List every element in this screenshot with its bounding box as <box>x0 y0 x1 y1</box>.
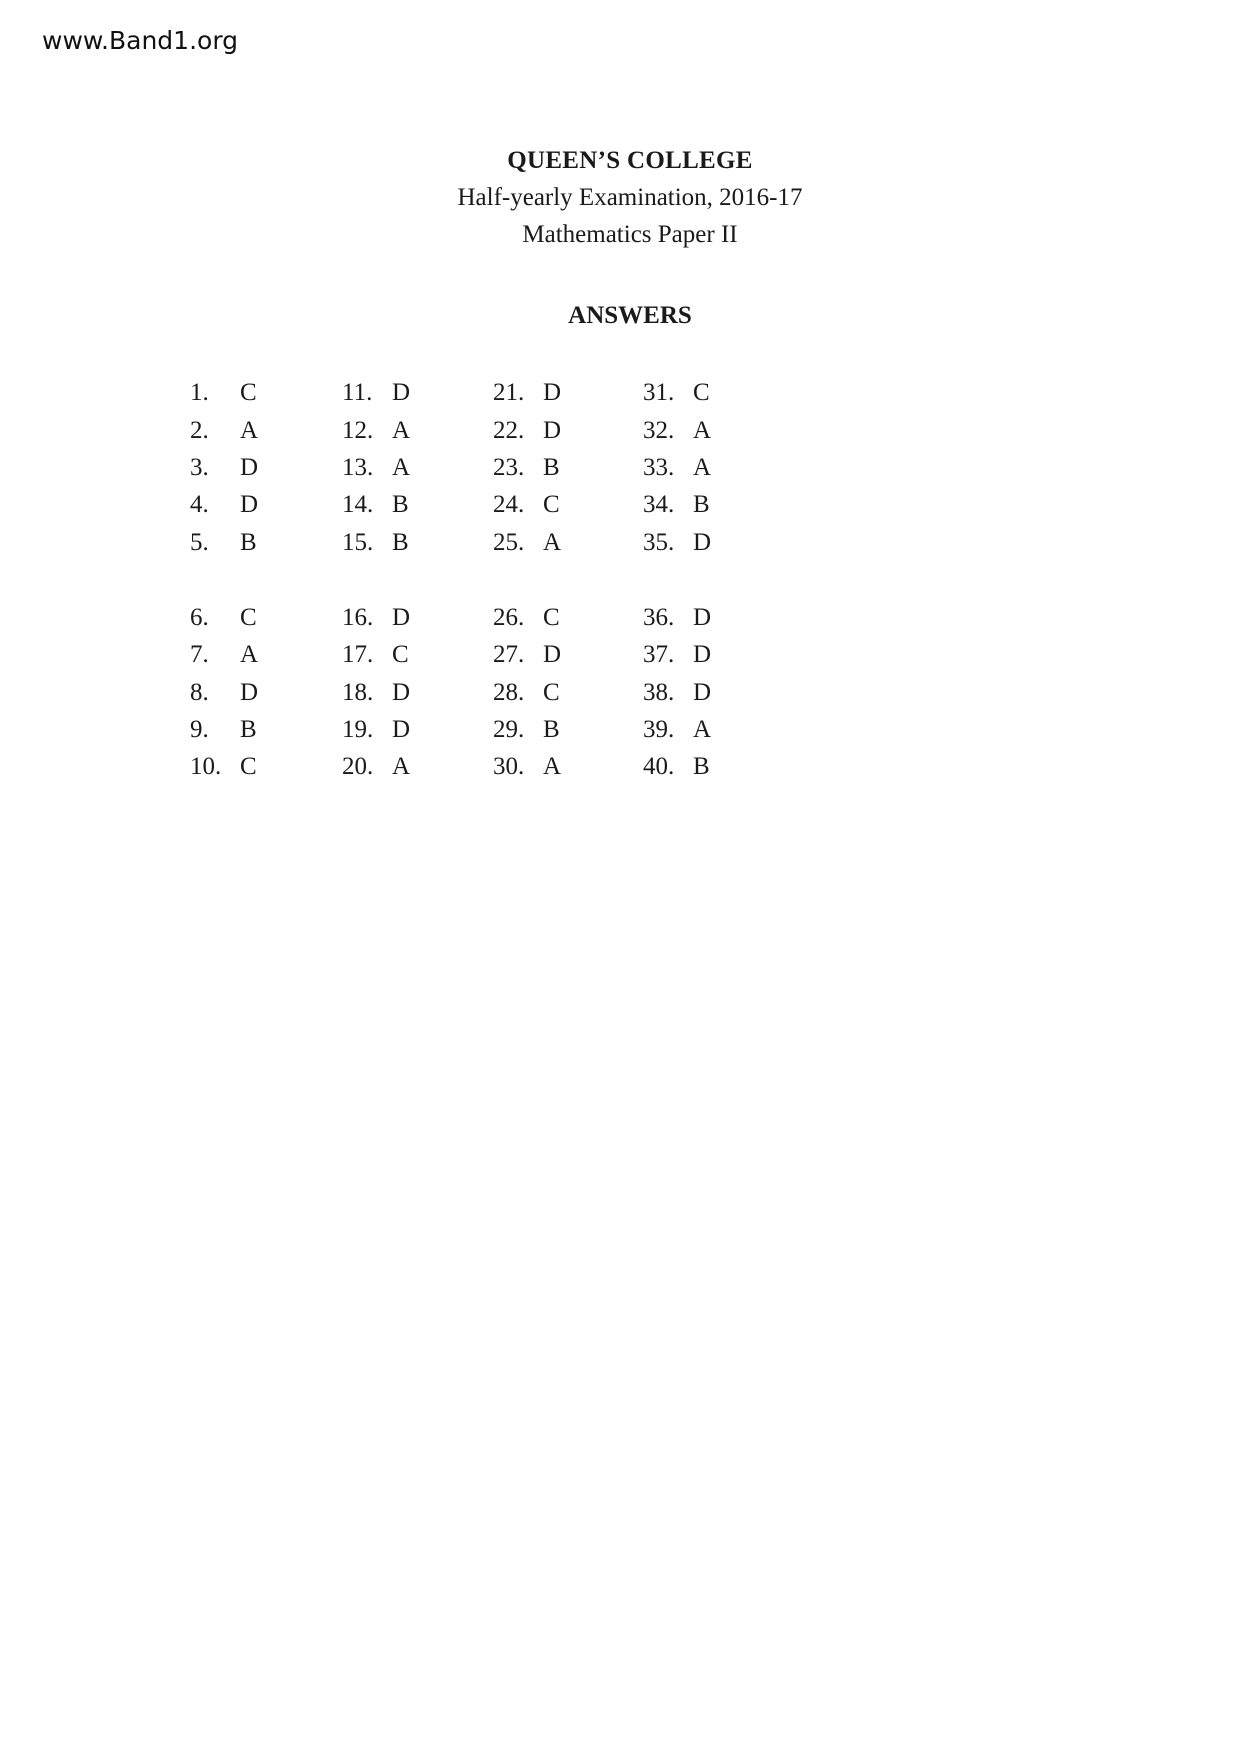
answer-letter: A <box>392 417 411 444</box>
answer-letter: D <box>543 641 562 668</box>
answer-item <box>190 605 257 630</box>
answer-item <box>643 680 711 705</box>
answer-item <box>342 380 410 405</box>
answer-letter: A <box>693 454 712 481</box>
question-number: 3. <box>190 454 209 481</box>
question-number: 17. <box>342 641 374 668</box>
question-number: 16. <box>342 604 374 631</box>
answer-item <box>190 754 257 779</box>
answer-item <box>342 717 410 742</box>
answer-letter: B <box>392 529 409 556</box>
answer-letter: B <box>240 716 257 743</box>
question-number: 14. <box>342 491 374 518</box>
answer-item <box>342 455 410 480</box>
question-number: 15. <box>342 529 374 556</box>
answer-letter: A <box>693 716 712 743</box>
answer-item <box>493 492 560 517</box>
answer-letter: B <box>392 491 409 518</box>
answer-letter: C <box>693 379 710 406</box>
question-number: 40. <box>643 753 675 780</box>
question-number: 7. <box>190 641 209 668</box>
answer-item <box>190 418 258 443</box>
answer-letter: A <box>240 417 259 444</box>
question-number: 39. <box>643 716 675 743</box>
answer-item <box>342 642 409 667</box>
answer-letter: A <box>543 529 562 556</box>
answer-item <box>342 418 410 443</box>
question-number: 23. <box>493 454 525 481</box>
question-number: 24. <box>493 491 525 518</box>
answers-heading: ANSWERS <box>568 302 692 329</box>
answer-letter: D <box>543 417 562 444</box>
answer-letter: C <box>240 753 257 780</box>
question-number: 36. <box>643 604 675 631</box>
answer-letter: B <box>240 529 257 556</box>
answer-letter: A <box>392 753 411 780</box>
question-number: 22. <box>493 417 525 444</box>
answer-letter: C <box>240 379 257 406</box>
answer-item <box>643 754 710 779</box>
question-number: 26. <box>493 604 525 631</box>
answer-letter: C <box>392 641 409 668</box>
answer-letter: D <box>392 379 411 406</box>
question-number: 33. <box>643 454 675 481</box>
answer-item <box>643 418 711 443</box>
answer-item <box>643 717 711 742</box>
answer-letter: D <box>693 604 712 631</box>
question-number: 37. <box>643 641 675 668</box>
paper-title: Mathematics Paper II <box>522 221 738 248</box>
answer-item <box>493 530 561 555</box>
question-number: 30. <box>493 753 525 780</box>
school-name: QUEEN’S COLLEGE <box>507 147 753 174</box>
question-number: 31. <box>643 379 675 406</box>
answer-letter: D <box>392 716 411 743</box>
answer-letter: C <box>543 491 560 518</box>
question-number: 9. <box>190 716 209 743</box>
question-number: 21. <box>493 379 525 406</box>
answer-letter: B <box>693 753 710 780</box>
question-number: 25. <box>493 529 525 556</box>
answer-letter: A <box>240 641 259 668</box>
question-number: 20. <box>342 753 374 780</box>
question-number: 35. <box>643 529 675 556</box>
answer-letter: D <box>543 379 562 406</box>
answer-item <box>190 680 258 705</box>
answer-item <box>190 380 257 405</box>
answer-item <box>493 717 560 742</box>
question-number: 12. <box>342 417 374 444</box>
question-number: 19. <box>342 716 374 743</box>
answer-letter: D <box>240 491 259 518</box>
answer-letter: B <box>543 454 560 481</box>
answer-item <box>342 605 410 630</box>
answer-letter: D <box>240 454 259 481</box>
answer-letter: D <box>693 529 712 556</box>
answer-item <box>190 530 257 555</box>
answer-letter: D <box>240 679 259 706</box>
answer-item <box>643 492 710 517</box>
answer-item <box>342 754 410 779</box>
question-number: 27. <box>493 641 525 668</box>
question-number: 6. <box>190 604 209 631</box>
answer-item <box>643 642 711 667</box>
exam-title: Half-yearly Examination, 2016-17 <box>457 184 803 211</box>
answer-item <box>493 680 560 705</box>
answer-item <box>643 530 711 555</box>
answer-item <box>493 380 561 405</box>
question-number: 5. <box>190 529 209 556</box>
question-number: 18. <box>342 679 374 706</box>
answer-letter: D <box>392 679 411 706</box>
answer-letter: A <box>392 454 411 481</box>
answer-letter: C <box>543 604 560 631</box>
answer-item <box>190 492 258 517</box>
answer-letter: B <box>693 491 710 518</box>
answer-item <box>493 605 560 630</box>
answer-item <box>342 680 410 705</box>
watermark-url: www.Band1.org <box>42 26 239 55</box>
question-number: 38. <box>643 679 675 706</box>
answer-item <box>493 455 560 480</box>
question-number: 8. <box>190 679 209 706</box>
question-number: 29. <box>493 716 525 743</box>
answer-item <box>190 717 257 742</box>
answer-item <box>493 418 561 443</box>
question-number: 10. <box>190 753 222 780</box>
answer-item <box>643 380 710 405</box>
answer-item <box>190 642 258 667</box>
question-number: 11. <box>342 379 373 406</box>
answer-letter: D <box>392 604 411 631</box>
answer-letter: B <box>543 716 560 743</box>
answer-item <box>493 754 561 779</box>
question-number: 4. <box>190 491 209 518</box>
answer-item <box>342 530 409 555</box>
question-number: 28. <box>493 679 525 706</box>
question-number: 34. <box>643 491 675 518</box>
answer-letter: A <box>693 417 712 444</box>
answer-item <box>342 492 409 517</box>
answer-letter: D <box>693 679 712 706</box>
question-number: 32. <box>643 417 675 444</box>
answer-letter: C <box>543 679 560 706</box>
answer-item <box>643 605 711 630</box>
question-number: 2. <box>190 417 209 444</box>
answer-letter: D <box>693 641 712 668</box>
answer-item <box>493 642 561 667</box>
answer-letter: C <box>240 604 257 631</box>
question-number: 1. <box>190 379 209 406</box>
answer-item <box>190 455 258 480</box>
answer-item <box>643 455 711 480</box>
question-number: 13. <box>342 454 374 481</box>
answer-letter: A <box>543 753 562 780</box>
